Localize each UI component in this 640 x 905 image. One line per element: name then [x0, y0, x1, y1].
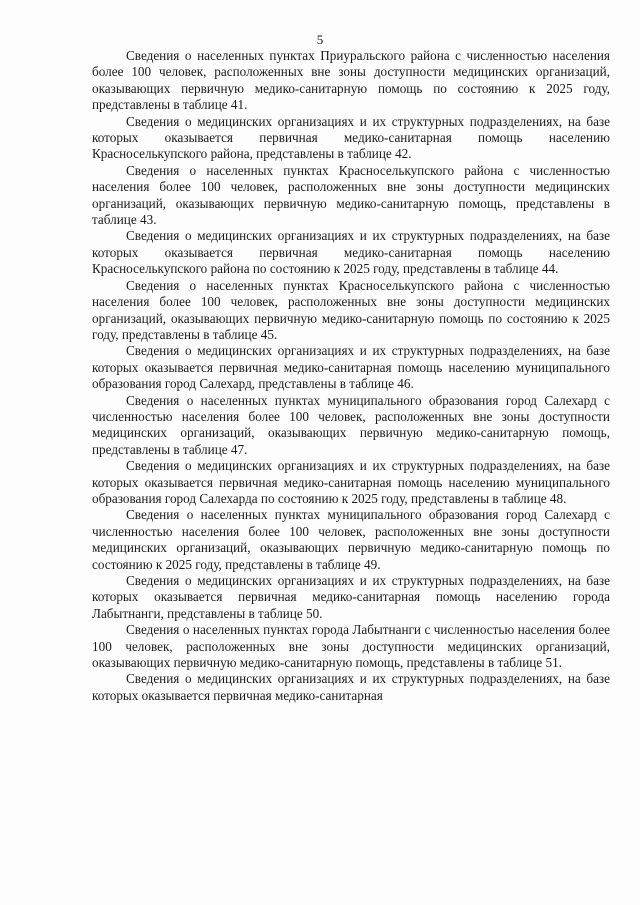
paragraph: Сведения о медицинских организациях и их структурных подразделениях, на базе которых оказывается первичная медико-санитарная помощь населению муниципального образования город Салехарда по состоянию к 2025 году, представлены в таблице 48. — [92, 458, 610, 506]
paragraph: Сведения о медицинских организациях и их структурных подразделениях, на базе которых оказывается первичная медико-санитарная помощь населению Красноселькупского района, представлены в таблице 42. — [92, 113, 610, 162]
paragraph: Сведения о населенных пунктах города Лабытнанги с численностью населения более 100 человек, расположенных вне зоны доступности медицинских организаций, оказывающих первичную медико-санитарную помощь, представлены в таблице 51. — [92, 622, 610, 671]
paragraph: Сведения о медицинских организациях и их структурных подразделениях, на базе которых оказывается первичная медико-санитарная помощь населению города Лабытнанги, представлены в таблице 50. — [92, 573, 610, 621]
paragraph: Сведения о населенных пунктах муниципального образования город Салехард с численностью населения более 100 человек, расположенных вне зоны доступности медицинских организаций, оказывающих первичную медико-санитарную помощь, представлены в таблице 47. — [92, 392, 610, 457]
paragraph: Сведения о медицинских организациях и их структурных подразделениях, на базе которых оказывается первичная медико-санитарная — [92, 671, 610, 703]
paragraph: Сведения о населенных пунктах Красноселькупского района с численностью населения более 100 человек, расположенных вне зоны доступности медицинских организаций, оказывающих первичную медико-санитарную помощь по состоянию к 2025 году, представлены в таблице 45. — [92, 277, 610, 342]
paragraph: Сведения о медицинских организациях и их структурных подразделениях, на базе которых оказывается первичная медико-санитарная помощь населению муниципального образования город Салехард, представлены в таблице 46. — [92, 343, 610, 392]
paragraph: Сведения о населенных пунктах Приуральского района с численностью населения более 100 человек, расположенных вне зоны доступности медицинских организаций, оказывающих первичную медико-санитарную помощь по состоянию к 2025 году, представлены в таблице 41. — [92, 48, 610, 113]
paragraph: Сведения о медицинских организациях и их структурных подразделениях, на базе которых оказывается первичная медико-санитарная помощь населению Красноселькупского района по состоянию к 2025 году, представлены в таблице 44. — [92, 228, 610, 277]
page-number: 5 — [316, 32, 324, 47]
paragraph: Сведения о населенных пунктах Красноселькупского района с численностью населения более 100 человек, расположенных вне зоны доступности медицинских организаций, оказывающих первичную медико-санитарную помощь, представлены в таблице 43. — [92, 162, 610, 228]
document-body — [92, 48, 610, 704]
paragraph: Сведения о населенных пунктах муниципального образования город Салехард с численностью населения более 100 человек, расположенных вне зоны доступности медицинских организаций, оказывающих первичную медико-санитарную помощь по состоянию к 2025 году, представлены в таблице 49. — [92, 507, 610, 572]
